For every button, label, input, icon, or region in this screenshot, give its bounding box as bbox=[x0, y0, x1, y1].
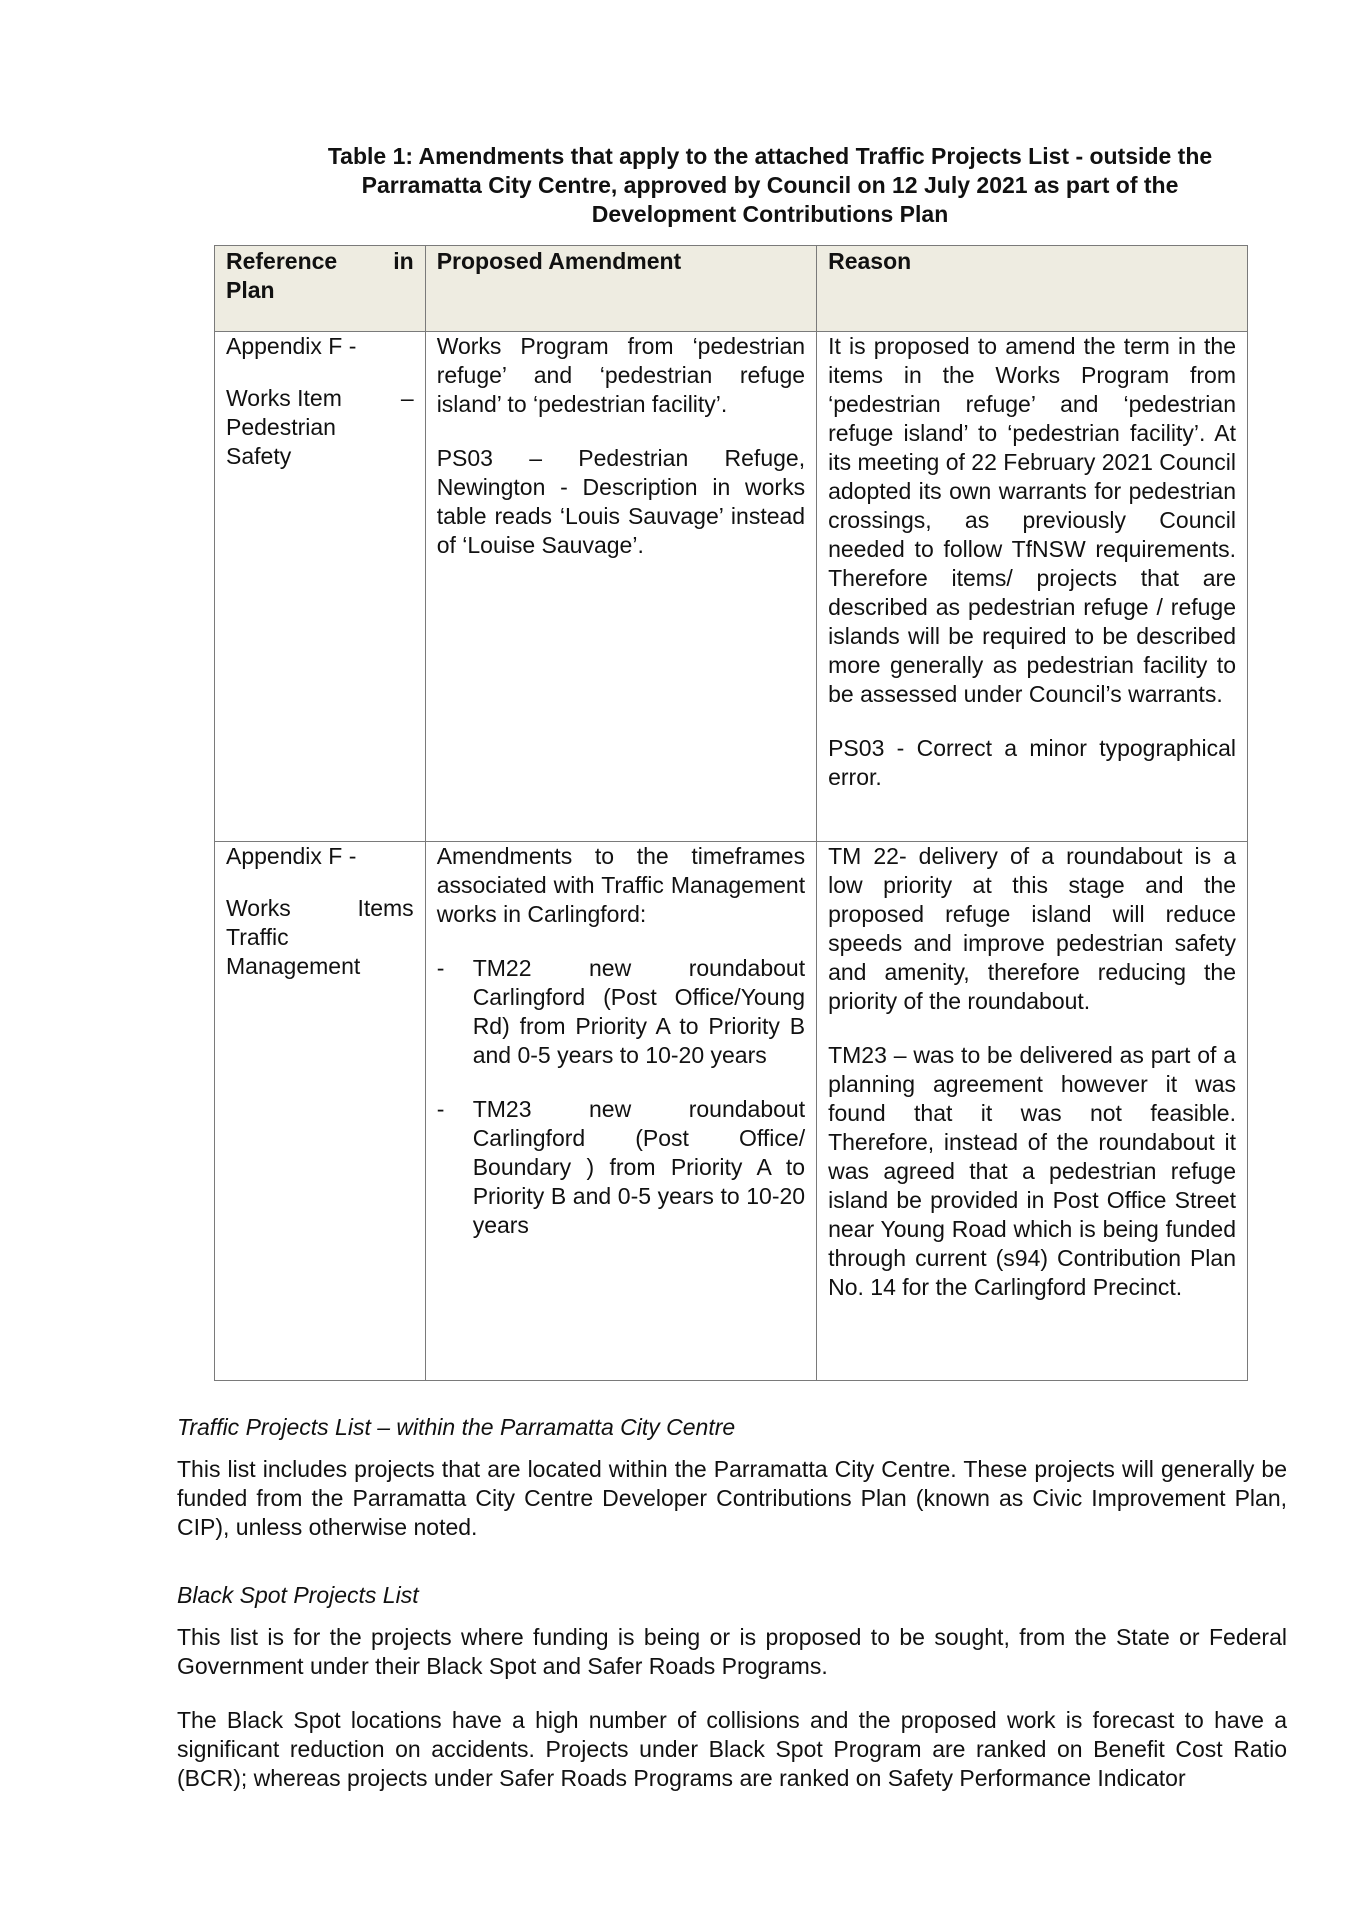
amendment-bullet-list bbox=[437, 954, 805, 1240]
reference-sub-dash: – bbox=[400, 385, 414, 411]
list-item bbox=[437, 1095, 805, 1240]
reason-cell bbox=[817, 332, 1248, 842]
reason-paragraph: TM 22- delivery of a roundabout is a low priority at this stage and the proposed refuge island will reduce speeds and improve pedestrian safety and amenity, therefore reducing the priority of the roundabout. bbox=[828, 843, 1236, 1014]
header-reference-in: in bbox=[393, 248, 414, 274]
reason-paragraph: TM23 – was to be delivered as part of a planning agreement however it was found that it was not feasible. Therefore, instead of the roundabout it was agreed that a pedestrian refuge island be provided in Post Office Street near Young Road which is being funded through current (s94) Contribution Plan No. 14 for the Carlingford Precinct. bbox=[828, 1042, 1236, 1300]
table-row bbox=[215, 332, 1248, 842]
section-paragraph: The Black Spot locations have a high number of collisions and the proposed work is forecast to have a significant reduction on accidents. Projects under Black Spot Program are ranked on Benefit Cost Ratio (BCR); whereas projects under Safer Roads Programs are ranked on Safety Performance Indicator bbox=[177, 1707, 1287, 1791]
reference-title: Appendix F - bbox=[226, 333, 357, 359]
reference-sub: Works bbox=[226, 895, 291, 921]
section-paragraph: This list includes projects that are located within the Parramatta City Centre. These projects will generally be funded from the Parramatta City Centre Developer Contributions Plan (known as Civic Improvement Plan, CIP), unless otherwise noted. bbox=[177, 1456, 1287, 1540]
amendment-intro: Amendments to the timeframes associated with Traffic Management works in Carlingford: bbox=[436, 843, 806, 927]
bullet-marker: - bbox=[436, 1096, 445, 1122]
amendment-cell bbox=[425, 842, 816, 1381]
header-reason: Reason bbox=[817, 246, 1248, 332]
table-header-row bbox=[215, 246, 1248, 332]
amendment-paragraph: PS03 – Pedestrian Refuge, Newington - Description in works table reads ‘Louis Sauvage’ instead of ‘Louise Sauvage’. bbox=[436, 445, 806, 558]
reference-title: Appendix F - bbox=[226, 843, 357, 869]
section-traffic-projects bbox=[177, 1413, 1287, 1542]
reference-cell bbox=[215, 332, 426, 842]
amendment-bullet: TM22 new roundabout Carlingford (Post Office/Young Rd) from Priority A to Priority B and 0-5 years to 10-20 years bbox=[472, 955, 806, 1068]
section-heading: Traffic Projects List – within the Parramatta City Centre bbox=[177, 1414, 736, 1440]
reference-sub-rest: Pedestrian Safety bbox=[226, 414, 336, 469]
header-amendment: Proposed Amendment bbox=[425, 246, 816, 332]
amendment-paragraph: Works Program from ‘pedestrian refuge’ and ‘pedestrian refuge island’ to ‘pedestrian facility’. bbox=[436, 333, 806, 417]
bullet-marker: - bbox=[436, 955, 445, 981]
reference-sub: Works Item bbox=[226, 385, 342, 411]
caption-line: Table 1: Amendments that apply to the attached Traffic Projects List - outside the bbox=[327, 143, 1213, 169]
header-reference-word: Reference bbox=[226, 248, 338, 274]
table-row bbox=[215, 842, 1248, 1381]
table-caption bbox=[270, 142, 1270, 229]
reason-paragraph: PS03 - Correct a minor typographical error. bbox=[828, 735, 1236, 790]
reference-sub-rest: Traffic Management bbox=[226, 924, 361, 979]
amendment-cell bbox=[425, 332, 816, 842]
caption-line: Parramatta City Centre, approved by Council on 12 July 2021 as part of the bbox=[361, 172, 1179, 198]
amendments-table bbox=[214, 245, 1248, 1381]
list-item bbox=[437, 954, 805, 1070]
section-paragraph: This list is for the projects where funding is being or is proposed to be sought, from the State or Federal Government under their Black Spot and Safer Roads Programs. bbox=[177, 1624, 1287, 1679]
caption-line: Development Contributions Plan bbox=[591, 201, 949, 227]
reference-sub-items: Items bbox=[357, 895, 414, 921]
reason-paragraph: It is proposed to amend the term in the items in the Works Program from ‘pedestrian refuge’ and ‘pedestrian refuge island’ to ‘pedestrian facility’. At its meeting of 22 February 2021 Council adopted its own warrants for pedestrian crossings, as previously Council needed to follow TfNSW requirements. Therefore items/ projects that are described as pedestrian refuge / refuge islands will be required to be described more generally as pedestrian facility to be assessed under Council’s warrants. bbox=[828, 333, 1236, 707]
reference-cell bbox=[215, 842, 426, 1381]
section-heading: Black Spot Projects List bbox=[177, 1582, 419, 1608]
amendment-bullet: TM23 new roundabout Carlingford (Post Office/ Boundary ) from Priority A to Priority B and 0-5 years to 10-20 years bbox=[472, 1096, 806, 1238]
header-reference bbox=[215, 246, 426, 332]
reason-cell bbox=[817, 842, 1248, 1381]
header-reference-plan: Plan bbox=[226, 277, 275, 303]
section-black-spot bbox=[177, 1581, 1287, 1793]
